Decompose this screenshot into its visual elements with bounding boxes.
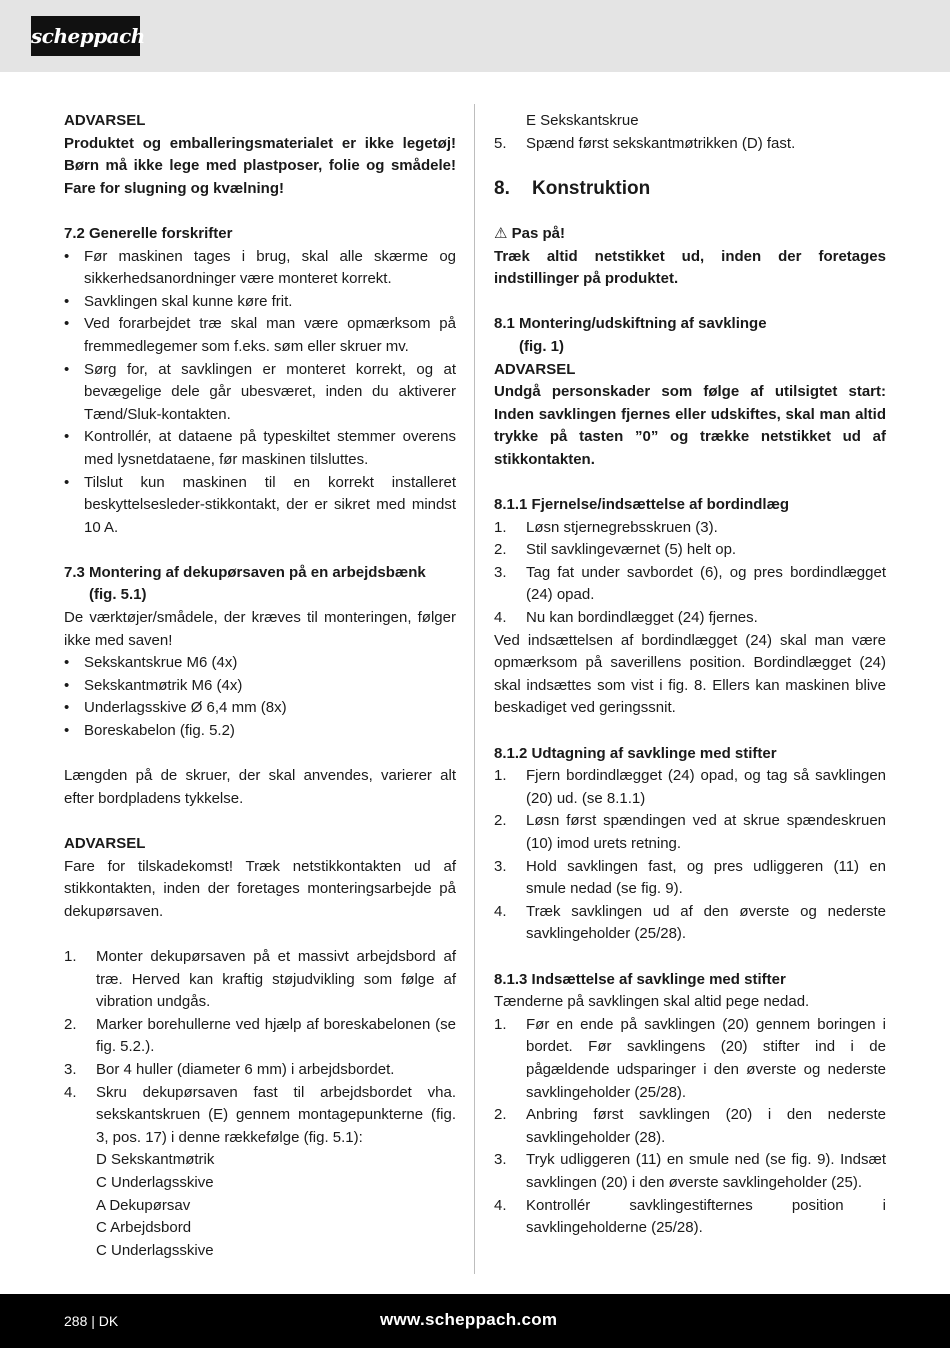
list-item: [494, 1014, 886, 1104]
list-item: [494, 856, 886, 901]
step-number: 1.: [494, 767, 507, 785]
list-item: [494, 607, 886, 630]
section-heading-7-3: 7.3 Montering af dekupørsaven på en arbejdsbænk: [64, 563, 426, 581]
warning-text: Fare for tilskadekomst! Træk netstikkontakten ud af stikkontakten, inden der foretages monteringsarbejde på dekupørsaven.: [64, 857, 456, 920]
page-number: 288 | DK: [64, 1313, 119, 1329]
section-number: 8.: [494, 177, 510, 199]
list-item: [64, 1059, 456, 1082]
section-title: Konstruktion: [532, 177, 651, 199]
step-number: 5.: [494, 134, 507, 152]
list-item: [494, 517, 886, 540]
step-text: Skru dekupørsaven fast til arbejdsbordet vha. sekskantskruen (E) gennem montagepunkterne (fig. 3, pos. 17) i denne rækkefølge (fig. 5.1):: [96, 1083, 456, 1146]
step-text: Kontrollér savklingestifternes position i savklingeholderne (25/28).: [526, 1196, 886, 1237]
list-item: [494, 901, 886, 946]
step-number: 2.: [494, 1106, 507, 1124]
section-heading-8-1-1: 8.1.1 Fjernelse/indsættelse af bordindlæg: [494, 496, 790, 514]
step-number: 4.: [494, 1196, 507, 1214]
website-link[interactable]: www.scheppach.com: [380, 1310, 558, 1329]
step-text: Monter dekupørsaven på et massivt arbejdsbord af træ. Herved kan kraftig støjudvikling som følge af vibration undgås.: [96, 947, 456, 1011]
list-item: • Ved forarbejdet træ skal man være opmærksom på fremmedlegemer som f.eks. søm eller skruer mv.: [64, 313, 456, 358]
list-item: • Tilslut kun maskinen til en korrekt installeret beskyttelsesleder-stikkontakt, der er sikret med mindst 10 A.: [64, 472, 456, 540]
table-insert-steps: [494, 517, 886, 630]
step-text: Bor 4 huller (diameter 6 mm) i arbejdsbordet.: [96, 1060, 395, 1078]
warning-title: ADVARSEL: [64, 112, 146, 129]
section-heading-8: [494, 178, 886, 201]
list-item: E Sekskantskrue: [526, 112, 639, 129]
figure-reference: (fig. 5.1): [89, 586, 147, 604]
step-text: Marker borehullerne ved hjælp af boreskabelonen (se fig. 5.2.).: [96, 1015, 456, 1056]
step-number: 2.: [494, 541, 507, 559]
section-heading-8-1-2: 8.1.2 Udtagning af savklinge med stifter: [494, 744, 777, 762]
list-item: • Kontrollér, at dataene på typeskiltet stemmer overens med lysnetdataene, før maskinen tilsluttes.: [64, 426, 456, 471]
scheppach-logo: scheppach: [31, 16, 140, 56]
list-item: [494, 765, 886, 810]
step-text: Tryk udliggeren (11) en smule ned (se fig. 9). Indsæt savklingen (20) i den øverste savklingeholder (25).: [526, 1151, 886, 1191]
step-text: Løsn først spændingen ved at skrue spændeskruen (10) imod urets retning.: [526, 812, 886, 852]
mounting-steps-list: [64, 946, 456, 1149]
warning-text: Produktet og emballeringsmaterialet er ikke legetøj! Børn må ikke lege med plastposer, folie og smådele! Fare for slugning og kvælning!: [64, 134, 456, 197]
list-item: • Sørg for, at savklingen er monteret korrekt, og at bevægelige dele går ubesværet, inden du aktiverer Tænd/Sluk-kontakten.: [64, 359, 456, 427]
step-number: 2.: [64, 1015, 77, 1033]
left-column: [64, 110, 456, 1262]
step-text: Spænd først sekskantmøtrikken (D) fast.: [526, 134, 796, 152]
step-number: 2.: [494, 812, 507, 830]
step-text: Før en ende på savklingen (20) gennem boringen i bordet. Før savklingens (20) stifter ind i de pågældende udsparinger i den øverste og nederste savklingeholder (25/28).: [526, 1015, 886, 1101]
step-number: 3.: [494, 1151, 507, 1169]
caution-text: Træk altid netstikket ud, inden der foretages indstillinger på produktet.: [494, 247, 886, 288]
step-number: 4.: [494, 902, 507, 920]
list-item: D Sekskantmøtrik: [96, 1151, 215, 1169]
list-item: • Sekskantskrue M6 (4x): [64, 652, 456, 675]
warning-title: ADVARSEL: [64, 835, 146, 852]
step-number: 3.: [494, 563, 507, 581]
list-item: C Underlagsskive: [96, 1173, 214, 1191]
step-text: Træk savklingen ud af den øverste og nederste savklingeholder (25/28).: [526, 902, 886, 943]
step-text: Anbring først savklingen (20) i den nederste savklingeholder (28).: [526, 1106, 886, 1146]
list-item: [494, 1104, 886, 1149]
warning-text: Undgå personskader som følge af utilsigtet start: Inden savklingen fjernes eller udskiftes, skal man altid trykke på tasten ”0” og trække netstikket ud af stikkontakten.: [494, 383, 886, 468]
paragraph: De værktøjer/smådele, der kræves til monteringen, følger ikke med saven!: [64, 609, 456, 649]
paragraph: Tænderne på savklingen skal altid pege nedad.: [494, 993, 810, 1011]
section-heading-8-1-3: 8.1.3 Indsættelse af savklinge med stifter: [494, 970, 786, 988]
list-item: • Boreskabelon (fig. 5.2): [64, 720, 456, 743]
step-text: Hold savklingen fast, og pres udliggeren (11) en smule nedad (se fig. 9).: [526, 857, 886, 898]
warning-title: ADVARSEL: [494, 360, 576, 378]
section-heading-7-2: 7.2 Generelle forskrifter: [64, 224, 233, 242]
list-item: [494, 1195, 886, 1240]
list-item: • Underlagsskive Ø 6,4 mm (8x): [64, 697, 456, 720]
paragraph: Ved indsættelsen af bordindlægget (24) skal man være opmærksom på saverillens position. Bordindlægget (24) skal indsættes som vist i fig. 8. Ellers kan maskinen blive beskadiget ved geringssnit.: [494, 631, 886, 717]
mounting-steps-list-cont: [494, 133, 886, 156]
list-item: [494, 1149, 886, 1194]
step-text: Stil savklingeværnet (5) helt op.: [526, 541, 737, 559]
step-text: Løsn stjernegrebsskruen (3).: [526, 518, 718, 536]
figure-reference: (fig. 1): [519, 337, 564, 355]
step-number: 3.: [64, 1060, 77, 1078]
list-item: C Arbejdsbord: [96, 1219, 192, 1237]
step-number: 4.: [494, 609, 507, 627]
list-item: • Savklingen skal kunne køre frit.: [64, 291, 456, 314]
list-item: [494, 539, 886, 562]
section-heading-8-1: 8.1 Montering/udskiftning af savklinge: [494, 315, 767, 333]
step-text: Tag fat under savbordet (6), og pres bordindlægget (24) opad.: [526, 563, 886, 604]
list-item: • Før maskinen tages i brug, skal alle skærme og sikkerhedsanordninger være monteret korrekt.: [64, 246, 456, 291]
page-header: [0, 0, 950, 72]
assembly-order-list: [64, 1149, 456, 1262]
blade-insertion-steps: [494, 1014, 886, 1240]
step-number: 1.: [64, 947, 77, 965]
list-item: [64, 1014, 456, 1059]
list-item: • Sekskantmøtrik M6 (4x): [64, 675, 456, 698]
general-rules-list: [64, 246, 456, 540]
parts-list: [64, 652, 456, 742]
step-number: 1.: [494, 1015, 507, 1033]
caution-title: ⚠ Pas på!: [494, 224, 565, 242]
list-item: [64, 946, 456, 1014]
list-item: A Dekupørsav: [96, 1196, 191, 1214]
step-number: 4.: [64, 1083, 77, 1101]
column-divider: [474, 104, 475, 1274]
list-item: [494, 810, 886, 855]
step-number: 3.: [494, 857, 507, 875]
right-column: [494, 110, 886, 1240]
page-footer: [0, 1294, 950, 1348]
list-item: [64, 1082, 456, 1150]
list-item: [494, 133, 886, 156]
paragraph: Længden på de skruer, der skal anvendes, varierer alt efter bordpladens tykkelse.: [64, 767, 456, 807]
list-item: C Underlagsskive: [96, 1241, 214, 1259]
step-number: 1.: [494, 518, 507, 536]
blade-removal-steps: [494, 765, 886, 946]
step-text: Fjern bordindlægget (24) opad, og tag så savklingen (20) ud. (se 8.1.1): [526, 767, 886, 807]
step-text: Nu kan bordindlægget (24) fjernes.: [526, 609, 758, 627]
list-item: [494, 562, 886, 607]
